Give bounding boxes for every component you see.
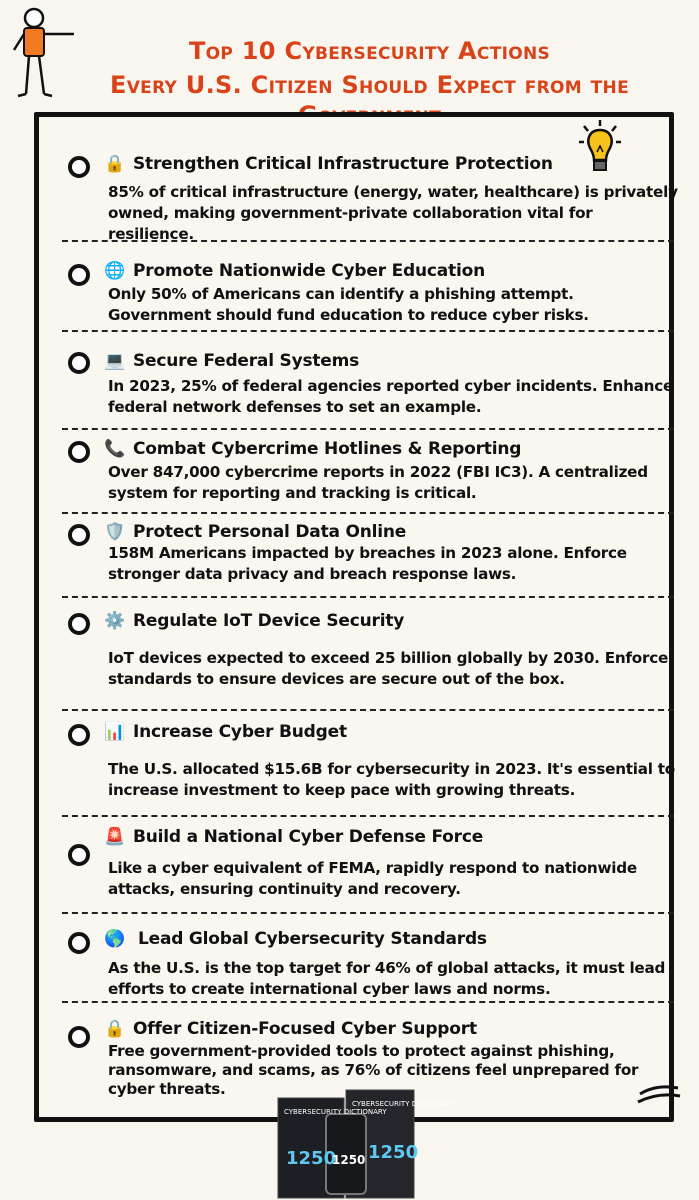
bar-chart-icon: 📊 (104, 722, 126, 742)
item-text: Free government-provided tools to protect against phishing, ransomware, and scams, as 76% of citizens feel unprepared for cyber threats. (108, 1042, 639, 1098)
item-text: The U.S. allocated $15.6B for cybersecurity in 2023. It's essential to increase investment to keep pace with growing threats. (108, 760, 675, 799)
siren-icon: 🚨 (104, 827, 126, 847)
book-covers-illustration (276, 1088, 455, 1200)
item-text: Only 50% of Americans can identify a phishing attempt. Government should fund education to reduce cyber risks. (108, 285, 589, 324)
book-cover-title: CYBERSECURITY DICTIONARY (352, 1100, 455, 1108)
item-text: As the U.S. is the top target for 46% of global attacks, it must lead efforts to create international cyber laws and norms. (108, 959, 666, 998)
divider (62, 428, 674, 430)
bullet-circle (68, 1026, 90, 1048)
item-title: Increase Cyber Budget (133, 722, 347, 742)
item-text: Over 847,000 cybercrime reports in 2022 (FBI IC3). A centralized system for reporting and tracking is critical. (108, 463, 648, 502)
bullet-circle (68, 844, 90, 866)
book-number: 1250 (332, 1153, 366, 1167)
item-title: Protect Personal Data Online (133, 522, 407, 542)
book-number: 1250 (286, 1148, 337, 1169)
divider (62, 709, 674, 711)
item-text: In 2023, 25% of federal agencies reported cyber incidents. Enhance federal network defenses to set an example. (108, 377, 674, 416)
page-title-line-2: Every U.S. Citizen Should Expect from the (110, 71, 629, 99)
list-item (62, 826, 680, 906)
item-title: Combat Cybercrime Hotlines & Reporting (133, 439, 522, 459)
list-item (62, 350, 680, 420)
earth-icon: 🌎 (104, 929, 126, 949)
list-item (62, 610, 680, 700)
divider (62, 596, 674, 598)
bullet-circle (68, 613, 90, 635)
item-title: Build a National Cyber Defense Force (133, 827, 484, 847)
bullet-circle (68, 156, 90, 178)
divider (62, 912, 674, 914)
item-title: Secure Federal Systems (133, 351, 360, 371)
list-item (62, 152, 680, 243)
list-item (62, 928, 680, 1008)
item-title: Strengthen Critical Infrastructure Protection (133, 154, 553, 174)
divider (62, 240, 674, 242)
book-cover-title: CYBERSECURITY DICTIONARY (284, 1108, 387, 1116)
bullet-circle (68, 932, 90, 954)
book-number: 1250 (368, 1142, 419, 1163)
page-title-line-1: Top 10 Cybersecurity Actions (188, 37, 551, 65)
laptop-icon: 💻 (104, 351, 126, 371)
divider (62, 815, 674, 817)
list-item (62, 260, 680, 330)
bullet-circle (68, 724, 90, 746)
divider (62, 512, 674, 514)
item-text: Like a cyber equivalent of FEMA, rapidly respond to nationwide attacks, ensuring continuity and recovery. (108, 859, 637, 898)
shield-icon: 🛡️ (104, 522, 126, 542)
divider (62, 1001, 674, 1003)
lock-icon: 🔒 (104, 154, 126, 174)
item-text: IoT devices expected to exceed 25 billion globally by 2030. Enforce standards to ensure devices are secure out of the box. (108, 649, 669, 688)
bullet-circle (68, 352, 90, 374)
list-item (62, 521, 680, 591)
bullet-circle (68, 264, 90, 286)
list-item (62, 721, 680, 811)
item-title: Offer Citizen-Focused Cyber Support (133, 1019, 477, 1039)
item-title: Promote Nationwide Cyber Education (133, 261, 486, 281)
list-item (62, 438, 680, 508)
gear-icon: ⚙️ (104, 611, 126, 631)
divider (62, 330, 674, 332)
item-title: Lead Global Cybersecurity Standards (138, 929, 487, 949)
item-text: 85% of critical infrastructure (energy, water, healthcare) is privately owned, making government-private collaboration vital for resilience. (108, 183, 678, 243)
phone-icon: 📞 (104, 439, 126, 459)
item-title: Regulate IoT Device Security (133, 611, 405, 631)
lock-icon: 🔒 (104, 1019, 126, 1039)
bullet-circle (68, 524, 90, 546)
globe-icon: 🌐 (104, 261, 126, 281)
scribble-decoration (636, 1082, 682, 1104)
bullet-circle (68, 441, 90, 463)
item-text: 158M Americans impacted by breaches in 2023 alone. Enforce stronger data privacy and breach response laws. (108, 544, 627, 583)
